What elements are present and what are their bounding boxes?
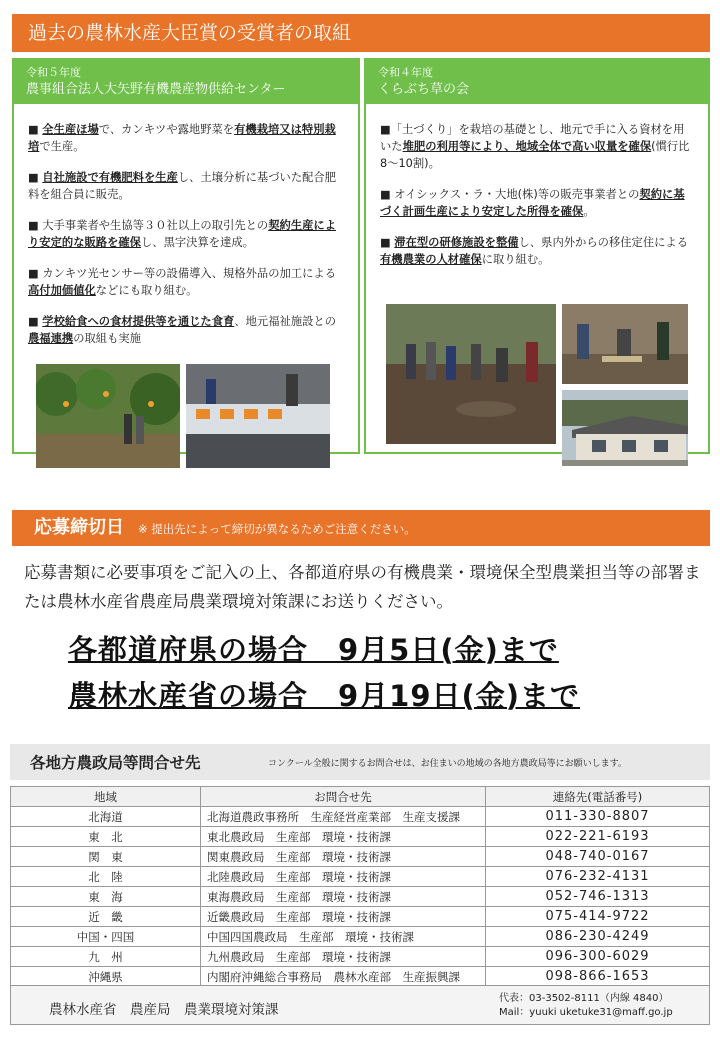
deadline-note: ※ 提出先によって締切が異なるためご注意ください。 <box>138 522 416 536</box>
cell-office: 内閣府沖縄総合事務局 農林水産部 生産振興課 <box>201 967 486 987</box>
cell-office: 中国四国農政局 生産部 環境・技術課 <box>201 927 486 947</box>
bullet-item: ■ 自社施設で有機肥料を生産し、土壌分析に基づいた配合肥料を組合員に販売。 <box>28 171 337 201</box>
bullet-item: ■「土づくり」を栽培の基礎とし、地元で手に入る資材を用いた堆肥の利用等により、地域全体で高い収量を確保(慣行比8～10割)。 <box>380 123 690 170</box>
photo-field-training <box>386 304 556 444</box>
footer-tel: 代表：03-3502-8111（内線 4840） <box>499 993 669 1004</box>
cell-phone: 075-414-9722 <box>486 907 710 927</box>
bullet-item: ■ 全生産ほ場で、カンキツや露地野菜を有機栽培又は特別栽培で生産。 <box>28 123 336 153</box>
cell-office: 東海農政局 生産部 環境・技術課 <box>201 887 486 907</box>
cell-office: 北海道農政事務所 生産経営産業部 生産支援課 <box>201 807 486 827</box>
col-header-region: 地域 <box>11 787 201 807</box>
bullet-item: ■ 大手事業者や生協等３０社以上の取引先との契約生産により安定的な販路を確保し、黒字決算を達成。 <box>28 219 337 249</box>
table-row <box>11 927 710 947</box>
deadline-title: 応募締切日 <box>34 517 124 538</box>
cell-phone: 076-232-4131 <box>486 867 710 887</box>
cell-region: 九 州 <box>11 947 201 967</box>
table-row <box>11 967 710 987</box>
cell-phone: 052-746-1313 <box>486 887 710 907</box>
deadline-prefecture: 各都道府県の場合 9月5日(金)まで <box>68 633 559 667</box>
col-header-phone: 連絡先(電話番号) <box>486 787 710 807</box>
cell-phone: 096-300-6029 <box>486 947 710 967</box>
photo-training-facility <box>562 390 688 466</box>
panel-year: 令和４年度 <box>378 66 433 79</box>
deadline-maff: 農林水産省の場合 9月19日(金)まで <box>68 679 581 713</box>
contacts-table-body <box>11 807 710 987</box>
cell-phone: 048-740-0167 <box>486 847 710 867</box>
footer-org: 農林水産省 農産局 農業環境対策課 <box>49 1002 279 1018</box>
bullet-list <box>28 121 344 347</box>
cell-region: 北 陸 <box>11 867 201 887</box>
table-header-row <box>11 787 710 807</box>
panel-header <box>14 60 358 104</box>
table-row <box>11 867 710 887</box>
cell-region: 関 東 <box>11 847 201 867</box>
photo-orchard <box>36 364 180 468</box>
table-row <box>11 947 710 967</box>
cell-phone: 086-230-4249 <box>486 927 710 947</box>
cell-region: 中国・四国 <box>11 927 201 947</box>
cell-region: 東 海 <box>11 887 201 907</box>
bullet-item: ■ 学校給食への食材提供等を通じた食育、地元福祉施設との農福連携の取組も実施 <box>28 315 337 345</box>
table-row <box>11 847 710 867</box>
footer-mail: Mail：yuuki uketuke31@maff.go.jp <box>499 1007 673 1018</box>
cell-phone: 011-330-8807 <box>486 807 710 827</box>
contacts-title: 各地方農政局等問合せ先 <box>30 754 201 772</box>
cell-phone: 022-221-6193 <box>486 827 710 847</box>
bullet-item: ■ オイシックス・ラ・大地(株)等の販売事業者との契約に基づく計画生産により安定した所得を確保。 <box>380 188 685 218</box>
contacts-header <box>10 744 710 780</box>
bullet-item: ■ 滞在型の研修施設を整備し、県内外からの移住定住による有機農業の人材確保に取り組む。 <box>380 236 689 266</box>
cell-office: 東北農政局 生産部 環境・技術課 <box>201 827 486 847</box>
contacts-footer <box>10 985 710 1025</box>
contacts-note: コンクール全般に関するお問合せは、お住まいの地域の各地方農政局等にお願いします。 <box>268 759 627 769</box>
col-header-office: お問合せ先 <box>201 787 486 807</box>
panel-org-name: 農事組合法人大矢野有機農産物供給センター <box>26 82 286 97</box>
bullet-list <box>380 121 694 268</box>
bullet-item: ■ カンキツ光センサー等の設備導入、規格外品の加工による高付加価値化などにも取り組む。 <box>28 267 336 297</box>
cell-region: 沖縄県 <box>11 967 201 987</box>
cell-office: 近畿農政局 生産部 環境・技術課 <box>201 907 486 927</box>
cell-region: 北海道 <box>11 807 201 827</box>
cell-office: 北陸農政局 生産部 環境・技術課 <box>201 867 486 887</box>
footer-contact <box>499 992 673 1020</box>
section-title-deadline <box>12 510 710 546</box>
table-row <box>11 807 710 827</box>
deadline-intro-text: 応募書類に必要事項をご記入の上、各都道府県の有機農業・環境保全型農業担当等の部署または農林水産省農産局農業環境対策課にお送りください。 <box>24 563 701 611</box>
panel-header <box>366 60 708 104</box>
photo-workshop <box>562 304 688 384</box>
panel-year: 令和５年度 <box>26 66 81 79</box>
panel-org-name: くらぶち草の会 <box>378 82 470 97</box>
cell-phone: 098-866-1653 <box>486 967 710 987</box>
table-row <box>11 887 710 907</box>
cell-region: 東 北 <box>11 827 201 847</box>
photo-sorting-line <box>186 364 330 468</box>
section-title-past-winners: 過去の農林水産大臣賞の受賞者の取組 <box>12 14 710 52</box>
table-row <box>11 827 710 847</box>
cell-office: 九州農政局 生産部 環境・技術課 <box>201 947 486 967</box>
cell-region: 近 畿 <box>11 907 201 927</box>
cell-office: 関東農政局 生産部 環境・技術課 <box>201 847 486 867</box>
contacts-table <box>10 786 710 987</box>
table-row <box>11 907 710 927</box>
